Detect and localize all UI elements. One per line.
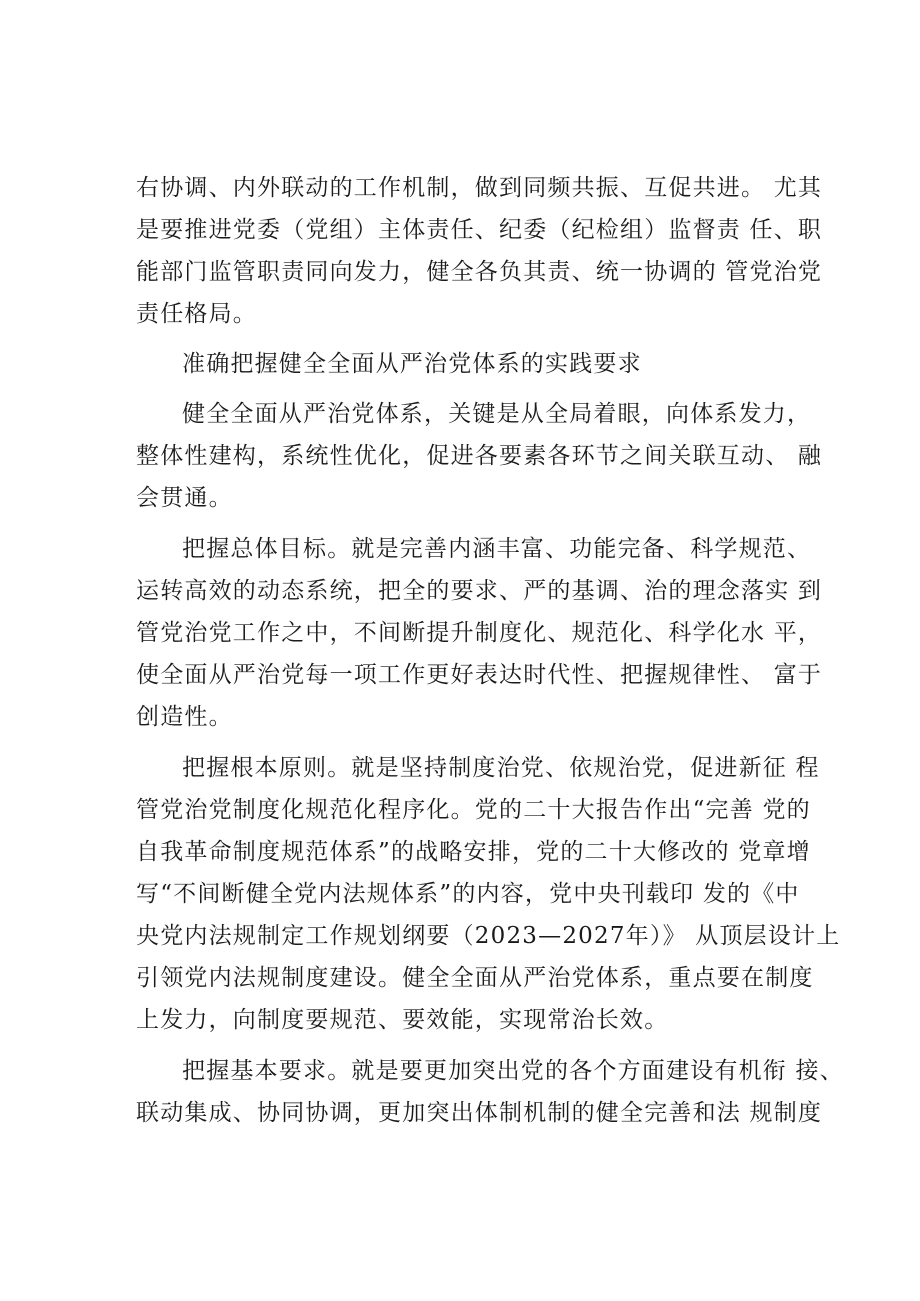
text-line: 能部门监管职责同向发力，健全各负其责、统一协调的 管党治党 — [136, 259, 823, 285]
text-line: 是要推进党委（党组）主体责任、纪委（纪检组）监督责 任、职 — [136, 217, 823, 243]
text-line: 运转高效的动态系统，把全的要求、严的基调、治的理念落实 到 — [136, 578, 823, 604]
text-line: 联动集成、协同协调，更加突出体制机制的健全完善和法 规制度 — [136, 1100, 823, 1126]
text-line: 把握基本要求。就是要更加突出党的各个方面建设有机衔 接、 — [182, 1058, 844, 1084]
text-line: 管党治党工作之中，不间断提升制度化、规范化、科学化水 平， — [136, 620, 823, 646]
text-line: 右协调、内外联动的工作机制，做到同频共振、互促共进。 尤其 — [136, 175, 823, 201]
text-line: 自我革命制度规范体系”的战略安排，党的二十大修改的 党章增 — [136, 839, 811, 865]
text-line: 管党治党制度化规范化程序化。党的二十大报告作出“完善 党的 — [136, 797, 811, 823]
text-line: 上发力，向制度要规范、要效能，实现常治长效。 — [136, 1007, 669, 1033]
text-line: 创造性。 — [136, 704, 233, 730]
text-line: 使全面从严治党每一项工作更好表达时代性、把握规律性、 富于 — [136, 662, 823, 688]
text-line: 把握总体目标。就是完善内涵丰富、功能完备、科学规范、 — [182, 536, 812, 562]
text-line: 会贯通。 — [136, 485, 233, 511]
text-line: 写“不间断健全党内法规体系”的内容，党中央刊载印 发的《中 — [136, 881, 800, 907]
section-heading: 准确把握健全全面从严治党体系的实践要求 — [182, 351, 642, 377]
text-line: 把握根本原则。就是坚持制度治党、依规治党，促进新征 程 — [182, 755, 820, 781]
text-line: 健全全面从严治党体系，关键是从全局着眼，向体系发力， — [182, 401, 812, 427]
text-line: 责任格局。 — [136, 301, 257, 327]
text-line: 引领党内法规制度建设。健全全面从严治党体系，重点要在制度 — [136, 965, 814, 991]
text-line: 整体性建构，系统性优化，促进各要素各环节之间关联互动、 融 — [136, 443, 823, 469]
text-line: 央党内法规制定工作规划纲要（2023—2027年）》 从顶层设计上 — [136, 923, 841, 949]
